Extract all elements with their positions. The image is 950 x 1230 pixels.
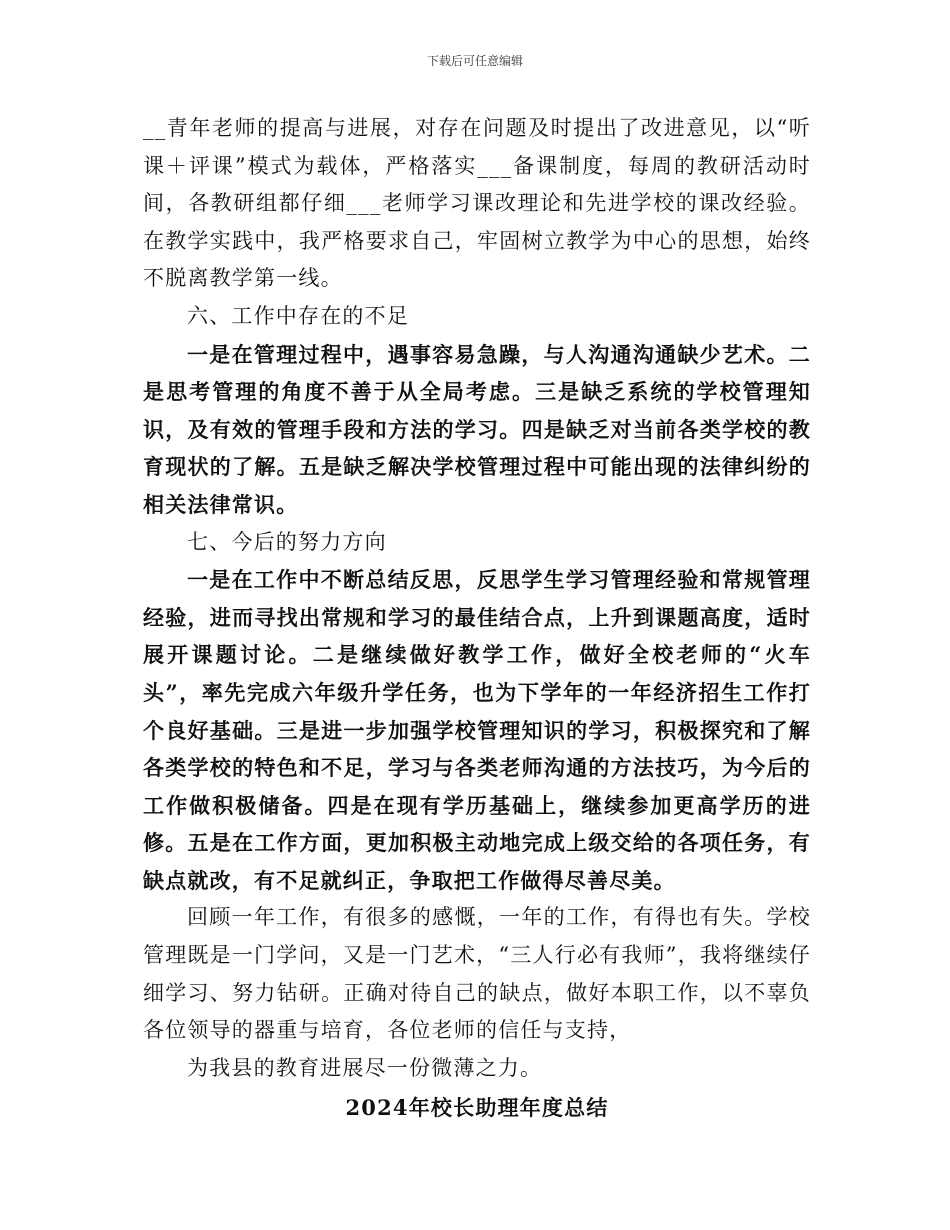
- paragraph-future-direction: 一是在工作中不断总结反思，反思学生学习管理经验和常规管理经验，进而寻找出常规和学习的最佳结合点，上升到课题高度，适时展开课题讨论。二是继续做好教学工作，做好全校老师的“火车头”，率先完成六年级升学任务，也为下学年的一年经济招生工作打个良好基础。三是进一步加强学校管理知识的学习，积极探究和了解各类学校的特色和不足，学习与各类老师沟通的方法技巧，为今后的工作做积极储备。四是在现有学历基础上，继续参加更高学历的进修。五是在工作方面，更加积极主动地完成上级交给的各项任务，有缺点就改，有不足就纠正，争取把工作做得尽善尽美。: [143, 567, 811, 893]
- paragraph-shortcomings: 一是在管理过程中，遇事容易急躁，与人沟通沟通缺少艺术。二是思考管理的角度不善于从全局考虑。三是缺乏系统的学校管理知识，及有效的管理手段和方法的学习。四是缺乏对当前各类学校的教育现状的了解。五是缺乏解决学校管理过程中可能出现的法律纠纷的相关法律常识。: [143, 341, 811, 517]
- paragraph-teaching-work: __青年老师的提高与进展，对存在问题及时提出了改进意见，以“听课＋评课”模式为载体，严格落实___备课制度，每周的教研活动时间，各教研组都仔细___老师学习课改理论和先进学校的课改经验。在教学实践中，我严格要求自己，牢固树立教学为中心的思想，始终不脱离教学第一线。: [143, 116, 811, 291]
- paragraph-review: 回顾一年工作，有很多的感慨，一年的工作，有得也有失。学校管理既是一门学问，又是一门艺术，“三人行必有我师”，我将继续仔细学习、努力钻研。正确对待自己的缺点，做好本职工作，以不辜负各位领导的器重与培育，各位老师的信任与支持，: [143, 905, 811, 1043]
- document-title: 2024年校长助理年度总结: [345, 1095, 609, 1121]
- section-heading-future-direction: 七、今后的努力方向: [187, 529, 387, 554]
- section-heading-shortcomings: 六、工作中存在的不足: [187, 303, 409, 328]
- document-body: [143, 110, 811, 1127]
- page-header: 下载后可任意编辑: [426, 54, 523, 68]
- paragraph-closing: 为我县的教育进展尽一份微薄之力。: [187, 1055, 543, 1080]
